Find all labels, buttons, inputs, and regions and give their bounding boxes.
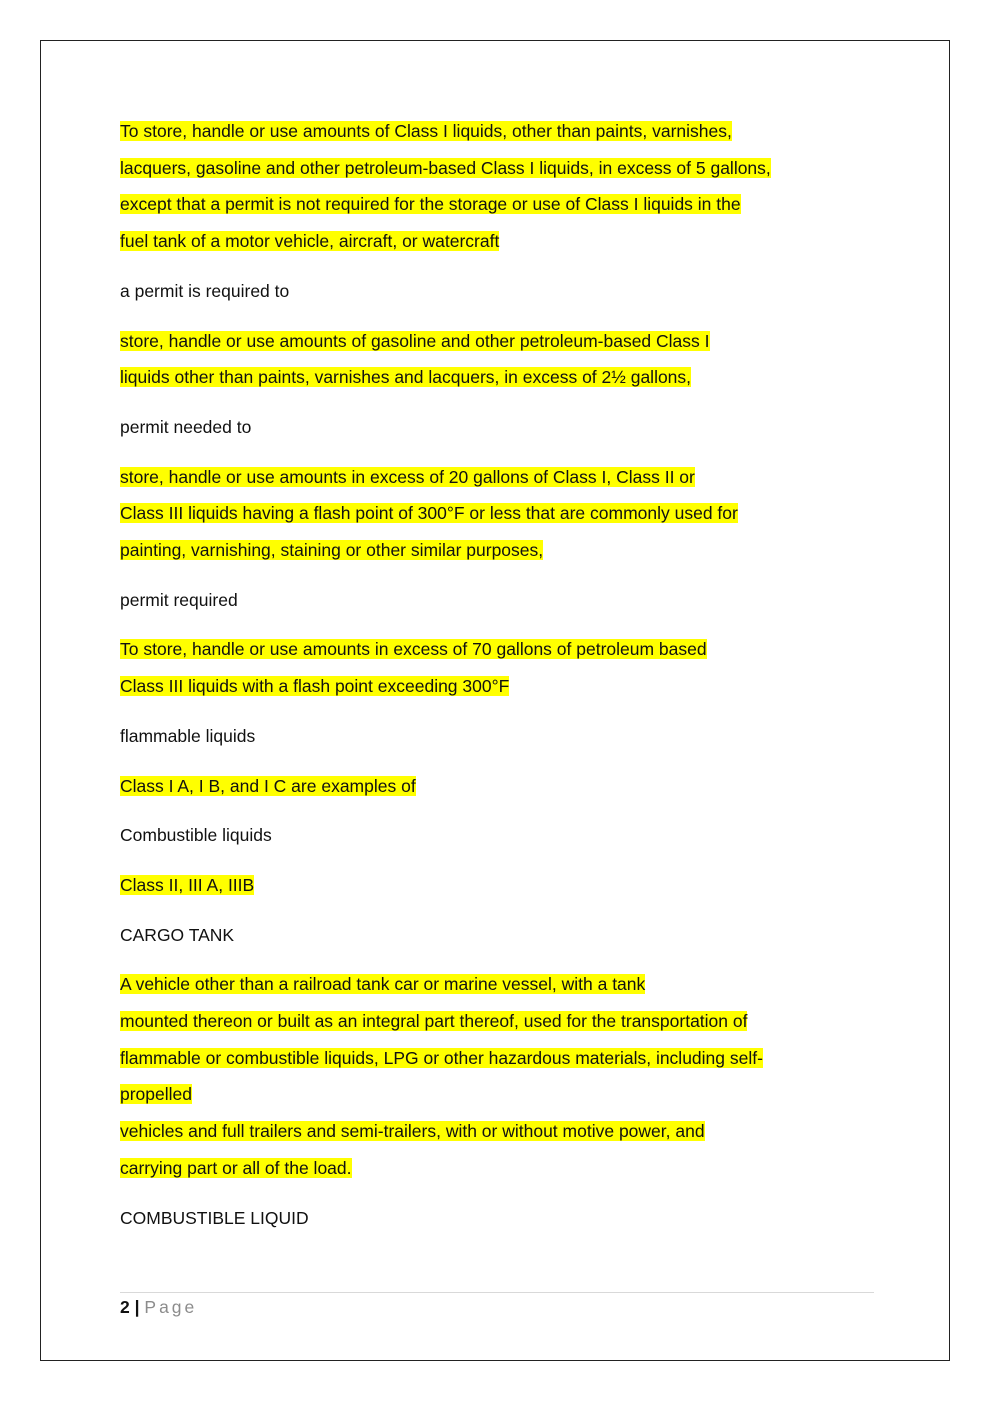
paragraph [120, 917, 880, 954]
paragraph [120, 409, 880, 446]
text-line [120, 582, 880, 619]
text-line [120, 495, 880, 532]
highlighted-paragraph [120, 867, 880, 904]
text-run: A vehicle other than a railroad tank car or marine vessel, with a tank [120, 974, 646, 995]
text-line [120, 459, 880, 496]
text-run: flammable liquids [120, 725, 256, 746]
text-run: COMBUSTIBLE LIQUID [120, 1207, 309, 1228]
paragraph [120, 817, 880, 854]
text-line [120, 532, 880, 569]
highlighted-paragraph [120, 966, 880, 1186]
text-run: Class III liquids with a flash point exceeding 300°F [120, 676, 510, 697]
text-run: Class I A, I B, and I C are examples of [120, 775, 416, 796]
text-line [120, 1003, 880, 1040]
highlighted-paragraph [120, 323, 880, 396]
text-run: lacquers, gasoline and other petroleum-based Class I liquids, in excess of 5 gallons, [120, 157, 771, 178]
text-line [120, 1150, 880, 1187]
highlighted-paragraph [120, 768, 880, 805]
text-line [120, 917, 880, 954]
page-footer [120, 1292, 874, 1318]
text-line [120, 323, 880, 360]
page-label: Page [144, 1297, 198, 1317]
paragraph [120, 718, 880, 755]
text-run: fuel tank of a motor vehicle, aircraft, or watercraft [120, 231, 500, 252]
text-line [120, 223, 880, 260]
text-line [120, 1200, 880, 1237]
text-run: propelled [120, 1084, 192, 1105]
text-line [120, 768, 880, 805]
text-line [120, 186, 880, 223]
text-line [120, 718, 880, 755]
text-line [120, 867, 880, 904]
text-run: CARGO TANK [120, 924, 235, 945]
text-run: store, handle or use amounts in excess of 20 gallons of Class I, Class II or [120, 466, 695, 487]
text-run: permit required [120, 589, 238, 610]
footer-separator: | [134, 1297, 140, 1317]
text-line [120, 113, 880, 150]
text-line [120, 817, 880, 854]
page-number: 2 [120, 1297, 130, 1317]
text-line [120, 359, 880, 396]
text-run: Class II, III A, IIIB [120, 874, 255, 895]
text-line [120, 668, 880, 705]
text-run: a permit is required to [120, 280, 290, 301]
text-run: liquids other than paints, varnishes and lacquers, in excess of 2½ gallons, [120, 367, 692, 388]
text-run: flammable or combustible liquids, LPG or other hazardous materials, including self- [120, 1047, 763, 1068]
paragraph [120, 1200, 880, 1237]
text-run: mounted thereon or built as an integral part thereof, used for the transportation of [120, 1011, 748, 1032]
text-line [120, 1040, 880, 1077]
text-line [120, 273, 880, 310]
document-body [120, 113, 880, 1249]
text-line [120, 409, 880, 446]
paragraph [120, 273, 880, 310]
text-line [120, 150, 880, 187]
text-line [120, 1076, 880, 1113]
text-line [120, 631, 880, 668]
highlighted-paragraph [120, 631, 880, 704]
text-run: Combustible liquids [120, 825, 272, 846]
highlighted-paragraph [120, 113, 880, 260]
text-run: except that a permit is not required for the storage or use of Class I liquids in the [120, 194, 741, 215]
highlighted-paragraph [120, 459, 880, 569]
text-line [120, 966, 880, 1003]
text-run: vehicles and full trailers and semi-trailers, with or without motive power, and [120, 1121, 705, 1142]
text-run: Class III liquids having a flash point of 300°F or less that are commonly used for [120, 503, 738, 524]
text-run: To store, handle or use amounts of Class I liquids, other than paints, varnishes, [120, 121, 732, 141]
text-run: painting, varnishing, staining or other similar purposes, [120, 540, 544, 561]
text-run: store, handle or use amounts of gasoline and other petroleum-based Class I [120, 330, 710, 351]
text-run: carrying part or all of the load. [120, 1157, 352, 1178]
text-line [120, 1113, 880, 1150]
text-run: To store, handle or use amounts in excess of 70 gallons of petroleum based [120, 639, 707, 660]
paragraph [120, 582, 880, 619]
text-run: permit needed to [120, 416, 252, 437]
